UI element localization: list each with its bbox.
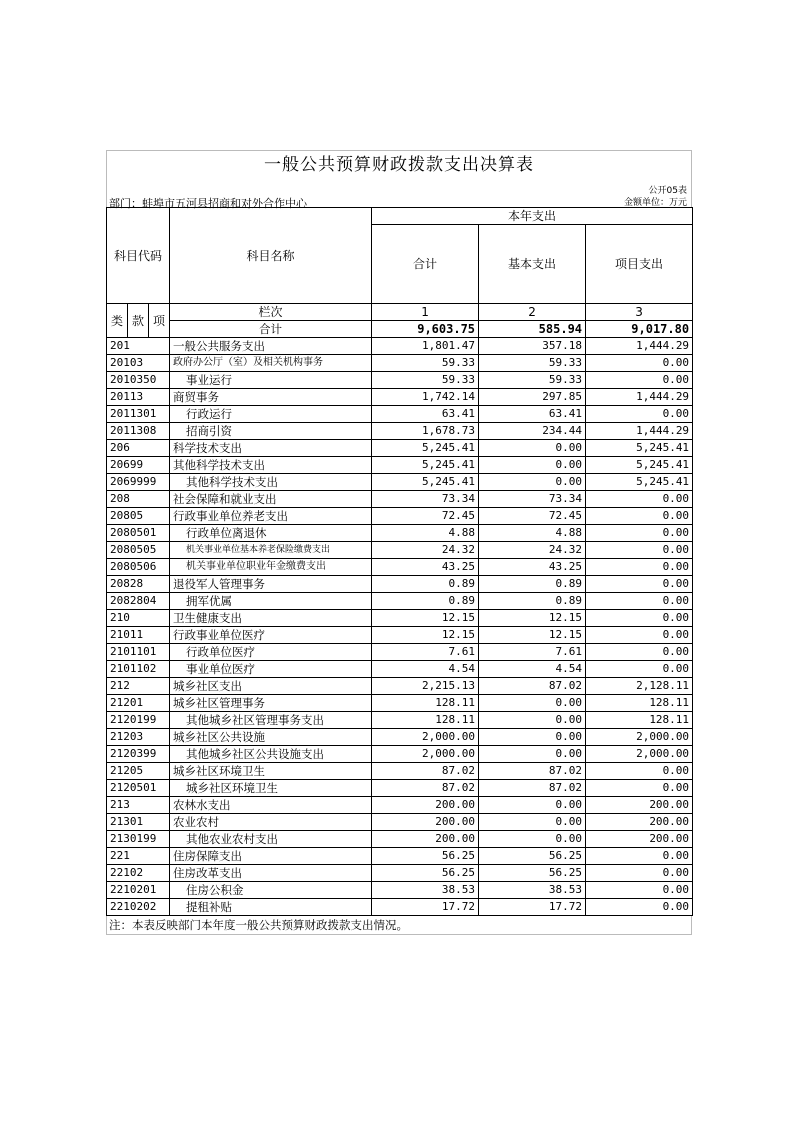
table-row: [107, 576, 693, 593]
table-row: [107, 457, 693, 474]
row-basic: 12.15: [479, 627, 586, 644]
row-project: 0.00: [586, 627, 693, 644]
row-name: 行政事业单位医疗: [170, 627, 372, 644]
row-project: 200.00: [586, 814, 693, 831]
header-subject-code: 科目代码: [107, 208, 170, 304]
row-project: 200.00: [586, 831, 693, 848]
row-total: 1,742.14: [372, 389, 479, 406]
table-row: [107, 542, 693, 559]
row-total: 63.41: [372, 406, 479, 423]
row-name: 行政单位医疗: [170, 644, 372, 661]
table-row: [107, 593, 693, 610]
row-name: 城乡社区环境卫生: [170, 780, 372, 797]
row-basic: 234.44: [479, 423, 586, 440]
row-total: 12.15: [372, 627, 479, 644]
row-code: 212: [107, 678, 170, 695]
row-project: 1,444.29: [586, 389, 693, 406]
table-row: [107, 372, 693, 389]
row-basic: 0.00: [479, 729, 586, 746]
row-name: 行政单位离退休: [170, 525, 372, 542]
table-row: [107, 440, 693, 457]
table-row: [107, 627, 693, 644]
row-project: 0.00: [586, 525, 693, 542]
table-row: [107, 525, 693, 542]
report-title: 一般公共预算财政拨款支出决算表: [106, 150, 692, 179]
table-row: [107, 644, 693, 661]
row-basic: 0.00: [479, 440, 586, 457]
table-row: [107, 338, 693, 355]
row-name: 机关事业单位职业年金缴费支出: [170, 559, 372, 576]
row-total: 56.25: [372, 848, 479, 865]
table-row: [107, 678, 693, 695]
row-total: 87.02: [372, 763, 479, 780]
row-name: 农林水支出: [170, 797, 372, 814]
row-name: 农业农村: [170, 814, 372, 831]
row-total: 72.45: [372, 508, 479, 525]
row-code: 21301: [107, 814, 170, 831]
row-total: 2,000.00: [372, 746, 479, 763]
row-total: 200.00: [372, 831, 479, 848]
table-row: [107, 814, 693, 831]
row-project: 0.00: [586, 644, 693, 661]
row-basic: 38.53: [479, 882, 586, 899]
row-basic: 56.25: [479, 848, 586, 865]
row-name: 卫生健康支出: [170, 610, 372, 627]
row-total: 38.53: [372, 882, 479, 899]
table-row: [107, 729, 693, 746]
amount-unit: 金额单位：万元: [623, 198, 687, 208]
row-total: 200.00: [372, 814, 479, 831]
row-project: 0.00: [586, 491, 693, 508]
row-name: 其他城乡社区管理事务支出: [170, 712, 372, 729]
row-total: 59.33: [372, 372, 479, 389]
row-code: 21203: [107, 729, 170, 746]
row-code: 20828: [107, 576, 170, 593]
row-total: 128.11: [372, 712, 479, 729]
row-project: 5,245.41: [586, 457, 693, 474]
row-basic: 0.00: [479, 457, 586, 474]
row-total: 5,245.41: [372, 474, 479, 491]
row-code: 208: [107, 491, 170, 508]
header-current-year: 本年支出: [372, 208, 693, 225]
row-total: 87.02: [372, 780, 479, 797]
row-code: 2120399: [107, 746, 170, 763]
row-basic: 0.89: [479, 593, 586, 610]
row-project: 0.00: [586, 848, 693, 865]
row-code: 2210201: [107, 882, 170, 899]
header-xiang: 项: [149, 304, 170, 338]
row-project: 200.00: [586, 797, 693, 814]
table-row: [107, 559, 693, 576]
table-row: [107, 712, 693, 729]
row-basic: 0.00: [479, 797, 586, 814]
row-code: 21011: [107, 627, 170, 644]
row-code: 20805: [107, 508, 170, 525]
row-total: 5,245.41: [372, 457, 479, 474]
row-name: 行政事业单位养老支出: [170, 508, 372, 525]
header-column-label: 栏次: [170, 304, 372, 321]
row-name: 一般公共服务支出: [170, 338, 372, 355]
row-code: 206: [107, 440, 170, 457]
row-code: 2069999: [107, 474, 170, 491]
row-total: 59.33: [372, 355, 479, 372]
table-row: [107, 831, 693, 848]
row-project: 0.00: [586, 899, 693, 916]
row-basic: 56.25: [479, 865, 586, 882]
header-row-3: [107, 304, 693, 321]
row-code: 221: [107, 848, 170, 865]
table-row: [107, 848, 693, 865]
row-total: 128.11: [372, 695, 479, 712]
table-row: [107, 406, 693, 423]
row-code: 21201: [107, 695, 170, 712]
table-row: [107, 780, 693, 797]
row-basic: 0.89: [479, 576, 586, 593]
row-project: 0.00: [586, 780, 693, 797]
header-col2: 2: [479, 304, 586, 321]
row-project: 0.00: [586, 508, 693, 525]
row-project: 0.00: [586, 406, 693, 423]
total-project: 9,017.80: [586, 321, 693, 338]
table-row: [107, 508, 693, 525]
row-name: 事业单位医疗: [170, 661, 372, 678]
table-row: [107, 763, 693, 780]
row-code: 2130199: [107, 831, 170, 848]
row-code: 2210202: [107, 899, 170, 916]
table-row: [107, 610, 693, 627]
row-basic: 0.00: [479, 695, 586, 712]
row-total: 2,215.13: [372, 678, 479, 695]
row-code: 201: [107, 338, 170, 355]
row-total: 73.34: [372, 491, 479, 508]
row-project: 1,444.29: [586, 423, 693, 440]
total-amount: 9,603.75: [372, 321, 479, 338]
row-code: 20699: [107, 457, 170, 474]
table-row: [107, 797, 693, 814]
row-basic: 43.25: [479, 559, 586, 576]
row-basic: 4.54: [479, 661, 586, 678]
row-total: 12.15: [372, 610, 479, 627]
row-total: 5,245.41: [372, 440, 479, 457]
row-code: 2080505: [107, 542, 170, 559]
total-label: 合计: [170, 321, 372, 338]
row-total: 4.54: [372, 661, 479, 678]
row-name: 提租补贴: [170, 899, 372, 916]
row-basic: 0.00: [479, 474, 586, 491]
row-basic: 72.45: [479, 508, 586, 525]
row-total: 1,678.73: [372, 423, 479, 440]
row-project: 1,444.29: [586, 338, 693, 355]
row-basic: 297.85: [479, 389, 586, 406]
row-name: 招商引资: [170, 423, 372, 440]
row-basic: 4.88: [479, 525, 586, 542]
table-row: [107, 491, 693, 508]
row-name: 住房公积金: [170, 882, 372, 899]
row-name: 城乡社区公共设施: [170, 729, 372, 746]
row-project: 0.00: [586, 661, 693, 678]
row-basic: 0.00: [479, 746, 586, 763]
row-code: 2080501: [107, 525, 170, 542]
row-project: 0.00: [586, 576, 693, 593]
row-project: 0.00: [586, 763, 693, 780]
row-basic: 87.02: [479, 678, 586, 695]
row-project: 5,245.41: [586, 474, 693, 491]
row-basic: 87.02: [479, 780, 586, 797]
row-name: 其他城乡社区公共设施支出: [170, 746, 372, 763]
row-name: 拥军优属: [170, 593, 372, 610]
footnote: 注：本表反映部门本年度一般公共预算财政拨款支出情况。: [106, 916, 692, 935]
row-total: 0.89: [372, 593, 479, 610]
row-code: 2101101: [107, 644, 170, 661]
row-name: 住房保障支出: [170, 848, 372, 865]
row-total: 24.32: [372, 542, 479, 559]
table-row: [107, 746, 693, 763]
row-code: 2082804: [107, 593, 170, 610]
row-name: 机关事业单位基本养老保险缴费支出: [170, 542, 372, 559]
row-code: 2120501: [107, 780, 170, 797]
row-project: 0.00: [586, 542, 693, 559]
row-code: 2101102: [107, 661, 170, 678]
row-project: 2,000.00: [586, 746, 693, 763]
row-name: 城乡社区环境卫生: [170, 763, 372, 780]
row-total: 1,801.47: [372, 338, 479, 355]
row-total: 200.00: [372, 797, 479, 814]
row-project: 128.11: [586, 695, 693, 712]
header-col3: 3: [586, 304, 693, 321]
total-row: [107, 321, 693, 338]
row-project: 5,245.41: [586, 440, 693, 457]
table-row: [107, 423, 693, 440]
row-name: 退役军人管理事务: [170, 576, 372, 593]
header-subject-name: 科目名称: [170, 208, 372, 304]
row-basic: 73.34: [479, 491, 586, 508]
table-code: 公开05表: [648, 186, 687, 196]
row-project: 0.00: [586, 882, 693, 899]
row-code: 2011308: [107, 423, 170, 440]
row-total: 4.88: [372, 525, 479, 542]
report-sheet: [106, 150, 692, 935]
row-project: 0.00: [586, 865, 693, 882]
row-basic: 0.00: [479, 814, 586, 831]
row-project: 2,000.00: [586, 729, 693, 746]
row-basic: 357.18: [479, 338, 586, 355]
row-basic: 17.72: [479, 899, 586, 916]
row-code: 210: [107, 610, 170, 627]
table-row: [107, 355, 693, 372]
header-kuan: 款: [128, 304, 149, 338]
department-name: 部门：蚌埠市五河县招商和对外合作中心: [109, 197, 307, 210]
row-name: 科学技术支出: [170, 440, 372, 457]
total-basic: 585.94: [479, 321, 586, 338]
row-name: 社会保障和就业支出: [170, 491, 372, 508]
row-basic: 0.00: [479, 831, 586, 848]
header-basic: 基本支出: [479, 225, 586, 304]
row-name: 商贸事务: [170, 389, 372, 406]
row-basic: 59.33: [479, 355, 586, 372]
row-name: 事业运行: [170, 372, 372, 389]
row-code: 213: [107, 797, 170, 814]
row-project: 128.11: [586, 712, 693, 729]
row-basic: 0.00: [479, 712, 586, 729]
row-total: 0.89: [372, 576, 479, 593]
row-name: 其他科学技术支出: [170, 457, 372, 474]
expenditure-table: [106, 207, 693, 916]
row-project: 2,128.11: [586, 678, 693, 695]
report-meta: [106, 179, 692, 210]
row-project: 0.00: [586, 610, 693, 627]
table-row: [107, 899, 693, 916]
row-code: 2011301: [107, 406, 170, 423]
table-row: [107, 474, 693, 491]
row-basic: 12.15: [479, 610, 586, 627]
row-project: 0.00: [586, 372, 693, 389]
row-total: 17.72: [372, 899, 479, 916]
row-total: 2,000.00: [372, 729, 479, 746]
row-code: 20103: [107, 355, 170, 372]
row-total: 7.61: [372, 644, 479, 661]
header-lei: 类: [107, 304, 128, 338]
table-row: [107, 389, 693, 406]
table-row: [107, 882, 693, 899]
row-code: 22102: [107, 865, 170, 882]
row-basic: 63.41: [479, 406, 586, 423]
row-name: 行政运行: [170, 406, 372, 423]
row-code: 2120199: [107, 712, 170, 729]
row-name: 城乡社区支出: [170, 678, 372, 695]
row-name: 政府办公厅（室）及相关机构事务: [170, 355, 372, 372]
header-col1: 1: [372, 304, 479, 321]
row-project: 0.00: [586, 559, 693, 576]
row-basic: 87.02: [479, 763, 586, 780]
row-code: 20113: [107, 389, 170, 406]
row-total: 56.25: [372, 865, 479, 882]
row-name: 其他科学技术支出: [170, 474, 372, 491]
row-name: 其他农业农村支出: [170, 831, 372, 848]
row-basic: 7.61: [479, 644, 586, 661]
row-name: 城乡社区管理事务: [170, 695, 372, 712]
row-total: 43.25: [372, 559, 479, 576]
row-basic: 59.33: [479, 372, 586, 389]
row-code: 2080506: [107, 559, 170, 576]
row-basic: 24.32: [479, 542, 586, 559]
row-project: 0.00: [586, 593, 693, 610]
header-total: 合计: [372, 225, 479, 304]
row-code: 2010350: [107, 372, 170, 389]
row-name: 住房改革支出: [170, 865, 372, 882]
table-row: [107, 865, 693, 882]
table-row: [107, 661, 693, 678]
header-project: 项目支出: [586, 225, 693, 304]
row-project: 0.00: [586, 355, 693, 372]
table-row: [107, 695, 693, 712]
row-code: 21205: [107, 763, 170, 780]
